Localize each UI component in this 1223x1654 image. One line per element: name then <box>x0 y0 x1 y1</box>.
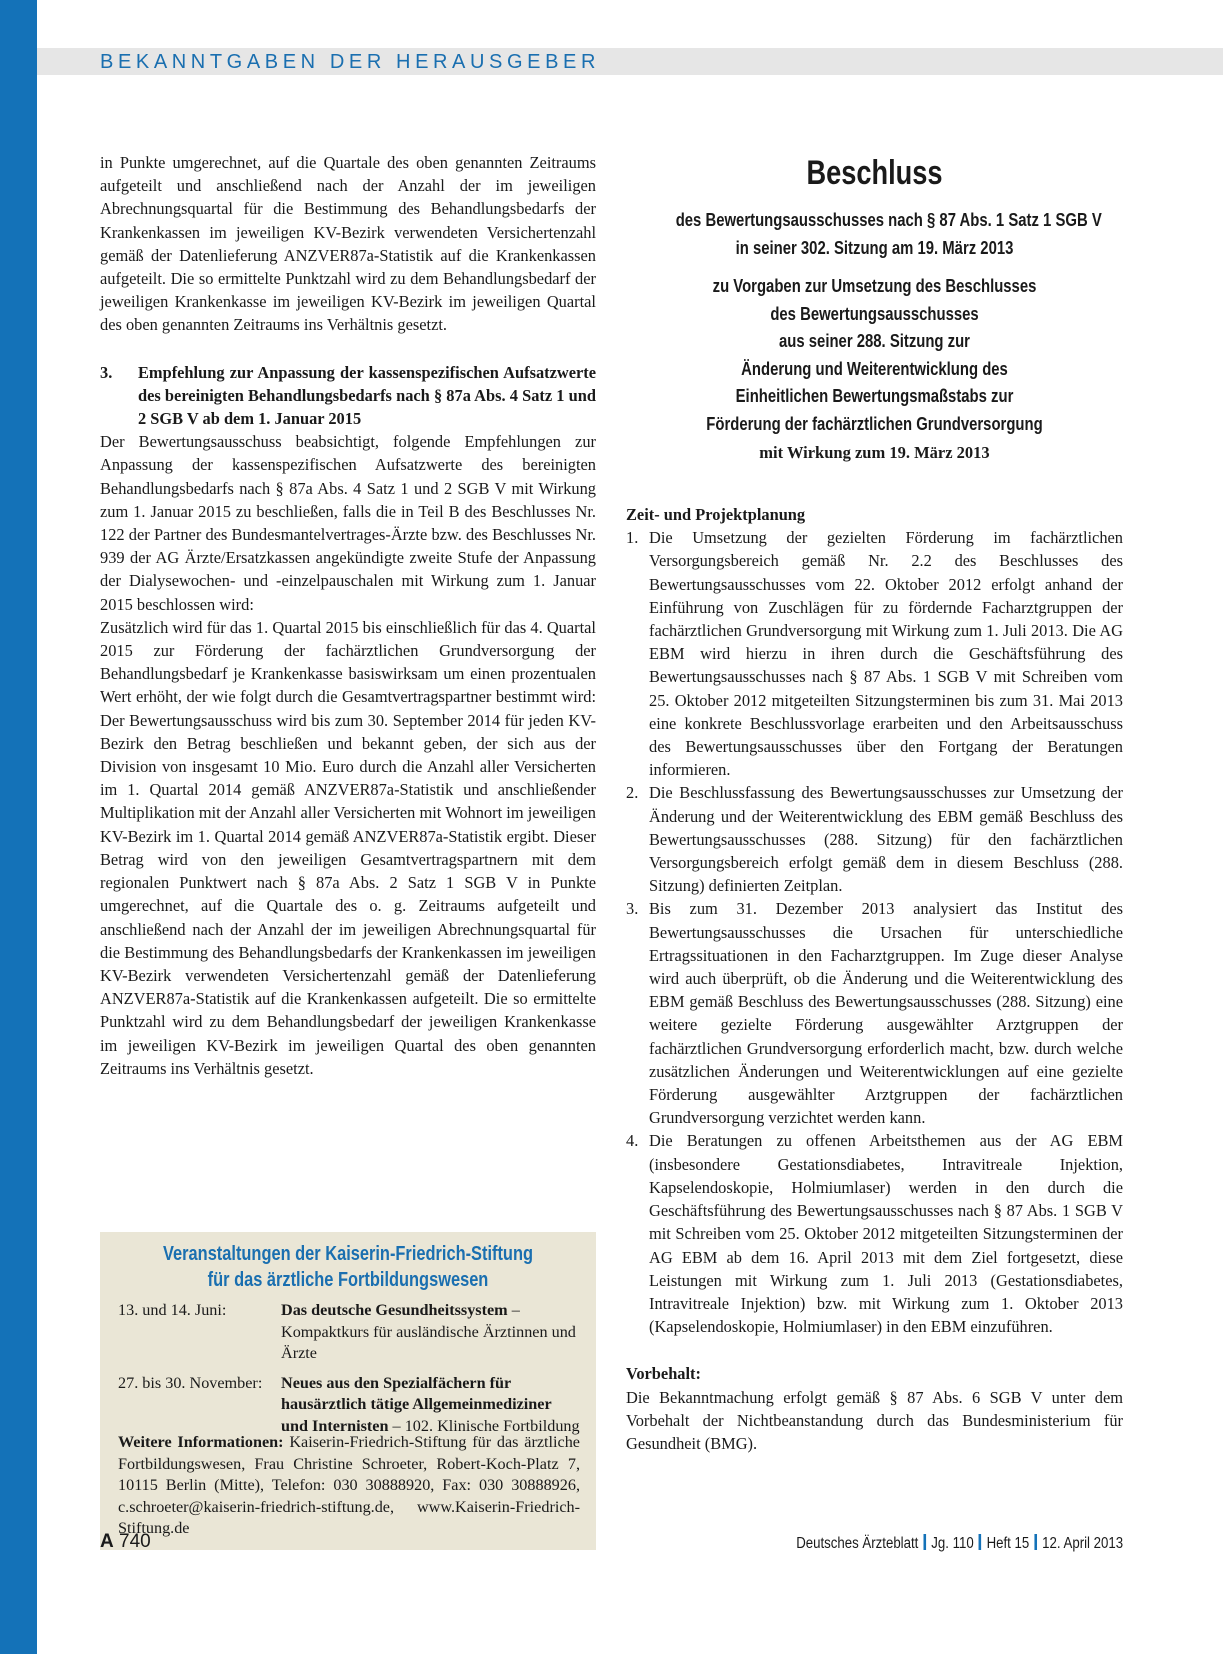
planning-item-text: Bis zum 31. Dezember 2013 analysiert das Institut des Bewertungsausschusses die Ursachen für unterschiedliche Ertragssituationen in den Facharztgruppen. Im Zuge dieser Analyse wird auch überprüft, ob die Änderung und die Weiterentwicklung des EBM gemäß Beschluss des Bewertungsausschusses (288. Sitzung) eine weitere gezielte Förderung ausgewählter Arztgruppen der fachärztlichen Grundversorgung erforderlich macht, bzw. durch welche zusätzlichen Änderungen und Weiterentwicklungen auf eine gezielte Förderung ausgewählter Arztgruppen der fachärztlichen Grundversorgung verzichtet werden kann. <box>649 899 1123 1128</box>
page-prefix: A <box>100 1531 114 1552</box>
event-description: Neues aus den Spezialfächern für hausärztlich tätige Allgemeinmediziner und Internisten – 102. Klinische Fortbildung <box>281 1373 580 1435</box>
events-list <box>118 1300 580 1445</box>
event-date: 27. bis 30. November: <box>118 1373 263 1392</box>
more-info-label: Weitere Informationen: <box>118 1433 284 1451</box>
sidebar-color-bar <box>0 0 37 1654</box>
section-3-heading <box>100 361 596 431</box>
footer-separator <box>979 1534 982 1550</box>
event-detail: Kompaktkurs für ausländische Ärztinnen und Ärzte <box>281 1322 576 1362</box>
paragraph-additional: Zusätzlich wird für das 1. Quartal 2015 bis einschließlich für das 4. Quartal 2015 zur Förderung der fachärztlichen Grundversorgung der Behandlungsbedarf je Krankenkasse basiswirksam um einen prozentualen Wert erhöht, der wie folgt durch die Gesamtvertragspartner bestimmt wird: Der Bewertungsausschuss wird bis zum 30. September 2014 für jeden KV-Bezirk den Betrag beschließen und bekannt geben, der sich aus der Division von insgesamt 10 Mio. Euro durch die Anzahl aller Versicherten im 1. Quartal 2014 gemäß ANZVER87a-Statistik und anschließender Multiplikation mit der Anzahl aller Versicherten mit Wohnort im jeweiligen KV-Bezirk im 1. Quartal 2014 gemäß ANZVER87a-Statistik ergibt. Dieser Betrag wird von den jeweiligen Gesamtvertragspartnern mit dem regionalen Punktwert nach § 87a Abs. 2 Satz 1 SGB V in Punkte umgerechnet, auf die Quartale des o. g. Zeitraums aufgeteilt und anschließend nach der Anzahl der im jeweiligen Abrechnungsquartal für die Bestimmung des Behandlungsbedarfs der Krankenkassen im jeweiligen KV-Bezirk verwendeten Versichertenzahl gemäß der Datenlieferung ANZVER87a-Statistik auf die Krankenkassen aufgeteilt. Die so ermittelte Punktzahl wird zu dem Behandlungsbedarf der jeweiligen Krankenkasse im jeweiligen KV-Bezirk im jeweiligen Quartal des oben genannten Zeitraums ins Verhältnis gesetzt. <box>100 617 596 1078</box>
journal-date: 12. April 2013 <box>1042 1535 1123 1552</box>
page-number <box>100 1531 151 1553</box>
journal-name: Deutsches Ärzteblatt <box>796 1535 919 1552</box>
resolution-subtitle-line: des Bewertungsausschusses nach § 87 Abs. 1 Satz 1 SGB V <box>675 209 1102 230</box>
resolution-topic-line: Änderung und Weiterentwicklung des <box>741 357 1008 379</box>
planning-item-text: Die Umsetzung der gezielten Förderung im fachärztlichen Versorgungsbereich gemäß Nr. 2.2 des Beschlusses des Bewertungsausschusses vom 22. Oktober 2012 erfolgt anhand der Einführung von Zuschlägen für zu fördernde Facharztgruppen der fachärztlichen Grundversorgung mit Wirkung zum 1. Juli 2013. Die AG EBM wird hierzu in ihren durch die Geschäftsführung des Bewertungsausschusses nach § 87 Abs. 1 SGB V mit Schreiben vom 25. Oktober 2012 mitgeteilten Sitzungsterminen bis zum 31. Mai 2013 eine konkrete Beschlussvorlage erarbeiten und den Arbeitsausschuss des Bewertungsausschusses über den Fortgang der Beratungen informieren. <box>649 528 1123 780</box>
planning-item-text: Die Beschlussfassung des Bewertungsausschusses zur Umsetzung der Änderung und der Weiterentwicklung des EBM gemäß Beschluss des Bewertungsausschusses (288. Sitzung) für den fachärztlichen Versorgungsbereich erfolgt gemäß dem in diesem Beschluss (288. Sitzung) definierten Zeitplan. <box>649 783 1123 896</box>
section-3-title: Empfehlung zur Anpassung der kassenspezifischen Aufsatzwerte des bereinigten Behandlungsbedarfs nach § 87a Abs. 4 Satz 1 und 2 SGB V ab dem 1. Januar 2015 <box>138 362 596 429</box>
planning-item <box>626 526 1123 781</box>
planning-item <box>626 781 1123 897</box>
resolution-topic-line: zu Vorgaben zur Umsetzung des Beschlusses <box>712 275 1037 296</box>
event-description: Das deutsche Gesundheitssystem – Kompaktkurs für ausländische Ärztinnen und Ärzte <box>281 1301 576 1362</box>
planning-item-number: 3. <box>626 899 639 919</box>
footer-separator <box>923 1534 926 1550</box>
journal-volume: Jg. 110 <box>931 1535 974 1552</box>
resolution-topic-line: des Bewertungsausschusses <box>770 302 979 324</box>
resolution-topic-line: Förderung der fachärztlichen Grundversorgung <box>706 412 1043 434</box>
resolution-subtitle <box>675 206 1102 261</box>
planning-item-number: 2. <box>626 783 639 803</box>
paragraph-intro: in Punkte umgerechnet, auf die Quartale des oben genannten Zeitraums aufgeteilt und anschließend nach der Anzahl der im jeweiligen Abrechnungsquartal für die Bestimmung des Behandlungsbedarfs der Krankenkassen im jeweiligen KV-Bezirk verwendeten Versichertenzahl gemäß der Datenlieferung ANZVER87a-Statistik auf die Krankenkassen aufgeteilt. Die so ermittelte Punktzahl wird zu dem Behandlungsbedarf der jeweiligen Krankenkasse im jeweiligen KV-Bezirk im jeweiligen Quartal des oben genannten Zeitraums ins Verhältnis gesetzt. <box>100 153 596 335</box>
event-row <box>118 1373 580 1438</box>
resolution-effective-date: mit Wirkung zum 19. März 2013 <box>759 443 990 462</box>
planning-item-number: 4. <box>626 1131 639 1151</box>
reservation-heading: Vorbehalt: <box>626 1364 701 1384</box>
planning-item <box>626 1129 1123 1338</box>
resolution-subtitle-line: in seiner 302. Sitzung am 19. März 2013 <box>735 236 1014 258</box>
event-detail: 102. Klinische Fortbildung <box>404 1416 580 1435</box>
planning-list <box>626 526 1123 1338</box>
event-row <box>118 1300 580 1365</box>
planning-item-number: 1. <box>626 528 639 548</box>
paragraph-recommendation: Der Bewertungsausschuss beabsichtigt, folgende Empfehlungen zur Anpassung der kassenspezifischen Aufsatzwerte des bereinigten Behandlungsbedarfs nach § 87a Abs. 4 Satz 1 und 2 SGB V mit Wirkung zum 1. Januar 2015 zu beschließen, falls die in Teil B des Beschlusses Nr. 122 der Partner des Bundesmantelvertrages-Ärzte bzw. des Beschlusses Nr. 939 der AG Ärzte/Ersatzkassen angekündigte zweite Stufe der Anpassung der Dialysewochen- und -einzelpauschalen mit Wirkung zum 1. Januar 2015 beschlossen wird: <box>100 432 596 614</box>
events-title-line-1: Veranstaltungen der Kaiserin-Friedrich-Stiftung <box>163 1242 533 1265</box>
reservation-text: Die Bekanntmachung erfolgt gemäß § 87 Abs. 6 SGB V unter dem Vorbehalt der Nichtbeanstandung durch das Bundesministerium für Gesundheit (BMG). <box>626 1387 1123 1453</box>
planning-heading: Zeit- und Projektplanung <box>626 505 806 524</box>
journal-footer <box>796 1534 1123 1553</box>
events-box <box>100 1232 596 1550</box>
planning-item <box>626 897 1123 1129</box>
events-more-info <box>118 1432 580 1540</box>
event-date: 13. und 14. Juni: <box>118 1301 227 1319</box>
event-title: Das deutsche Gesundheitssystem <box>281 1301 508 1319</box>
footer-separator <box>1034 1534 1037 1550</box>
planning-item-text: Die Beratungen zu offenen Arbeitsthemen aus der AG EBM (insbesondere Gestationsdiabetes, Intravitreale Injektion, Kapselendoskopie, Holmiumlaser) werden in den durch die Geschäftsführung des Bewertungsausschusses nach § 87 Abs. 1 SGB V mit Schreiben vom 25. Oktober 2012 mitgeteilten Sitzungsterminen der AG EBM ab dem 16. April 2013 mit dem Ziel fortgesetzt, diese Leistungen mit Wirkung zum 1. Juli 2013 (Gestationsdiabetes, Intravitreale Injektion) bzw. mit Wirkung zum 1. Oktober 2013 (Kapselendoskopie, Holmiumlaser) in den EBM einzuführen. <box>649 1131 1123 1337</box>
events-title <box>150 1241 547 1293</box>
section-3-number: 3. <box>100 362 113 382</box>
left-column <box>100 151 596 1080</box>
resolution-topic-line: Einheitlichen Bewertungsmaßstabs zur <box>735 385 1014 406</box>
resolution-topic-line: aus seiner 288. Sitzung zur <box>779 330 970 351</box>
journal-issue: Heft 15 <box>986 1535 1030 1552</box>
resolution-topic <box>676 272 1074 437</box>
events-title-line-2: für das ärztliche Fortbildungswesen <box>207 1268 489 1291</box>
page-number-value: 740 <box>119 1531 151 1552</box>
event-title: Neues aus den Spezialfächern für hausärztlich tätige Allgemeinmediziner und Internisten <box>281 1373 552 1435</box>
section-header: BEKANNTGABEN DER HERAUSGEBER <box>100 51 600 73</box>
resolution-title: Beschluss <box>806 154 943 192</box>
more-info-text: Kaiserin-Friedrich-Stiftung für das ärztliche Fortbildungswesen, Frau Christine Schroeter, Robert-Koch-Platz 7, 10115 Berlin (Mitte), Telefon: 030 30888920, Fax: 030 30888926, c.schroeter@kaiserin-friedrich-stiftung.de, www.Kaiserin-Friedrich-Stiftung.de <box>118 1433 580 1537</box>
resolution-heading-block <box>626 150 1123 464</box>
right-column <box>626 503 1123 1455</box>
